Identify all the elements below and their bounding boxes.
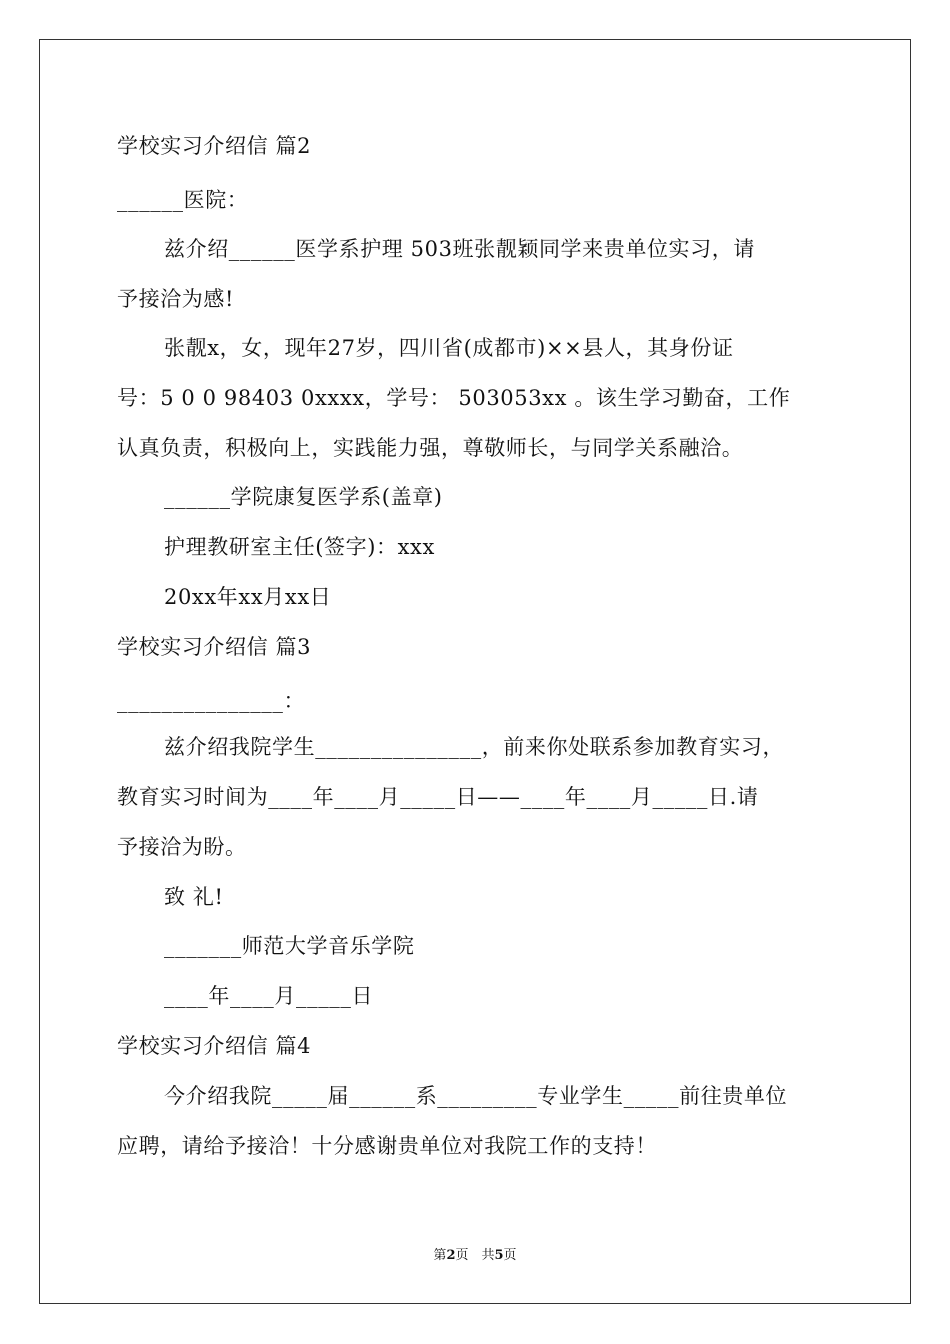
footer-suffix: 页 <box>503 1248 517 1263</box>
text-line: 认真负责，积极向上，实践能力强，尊敬师长，与同学关系融洽。 <box>117 436 744 460</box>
footer-total-pages: 5 <box>494 1248 504 1263</box>
footer-mid: 页 共 <box>455 1248 495 1263</box>
text-line: _______________： <box>117 689 306 713</box>
page-footer <box>0 1246 950 1266</box>
text-line: 应聘，请给予接洽！十分感谢贵单位对我院工作的支持！ <box>117 1134 657 1158</box>
text-line: 兹介绍______医学系护理 503班张靓颖同学来贵单位实习，请 <box>164 237 755 261</box>
text-line: 兹介绍我院学生_______________，前来你处联系参加教育实习， <box>164 735 785 759</box>
text-line: ______医院： <box>117 188 249 212</box>
text-line: 教育实习时间为____年____月_____日——____年____月_____日.请 <box>117 785 759 809</box>
text-line: 张靓x，女，现年27岁，四川省(成都市)××县人，其身份证 <box>164 336 734 360</box>
text-line: 致 礼! <box>164 885 224 909</box>
footer-prefix: 第 <box>433 1248 447 1263</box>
text-line: 20xx年xx月xx日 <box>164 585 332 609</box>
text-line: 学校实习介绍信 篇3 <box>117 635 312 659</box>
text-line: ______学院康复医学系(盖章) <box>164 485 443 509</box>
footer-current-page: 2 <box>446 1248 456 1263</box>
text-line: 予接洽为感! <box>117 287 235 311</box>
text-line: 学校实习介绍信 篇4 <box>117 1034 312 1058</box>
text-line: _______师范大学音乐学院 <box>164 934 415 958</box>
text-line: 护理教研室主任(签字)：xxx <box>164 535 435 559</box>
text-line: ____年____月_____日 <box>164 984 374 1008</box>
text-line: 号：5 0 0 98403 0xxxx，学号： 503053xx 。该生学习勤奋，工作 <box>117 386 791 410</box>
page-border <box>39 39 911 1304</box>
text-line: 今介绍我院_____届______系_________专业学生_____前往贵单位 <box>164 1084 788 1108</box>
text-line: 学校实习介绍信 篇2 <box>117 134 312 158</box>
text-line: 予接洽为盼。 <box>117 835 247 859</box>
